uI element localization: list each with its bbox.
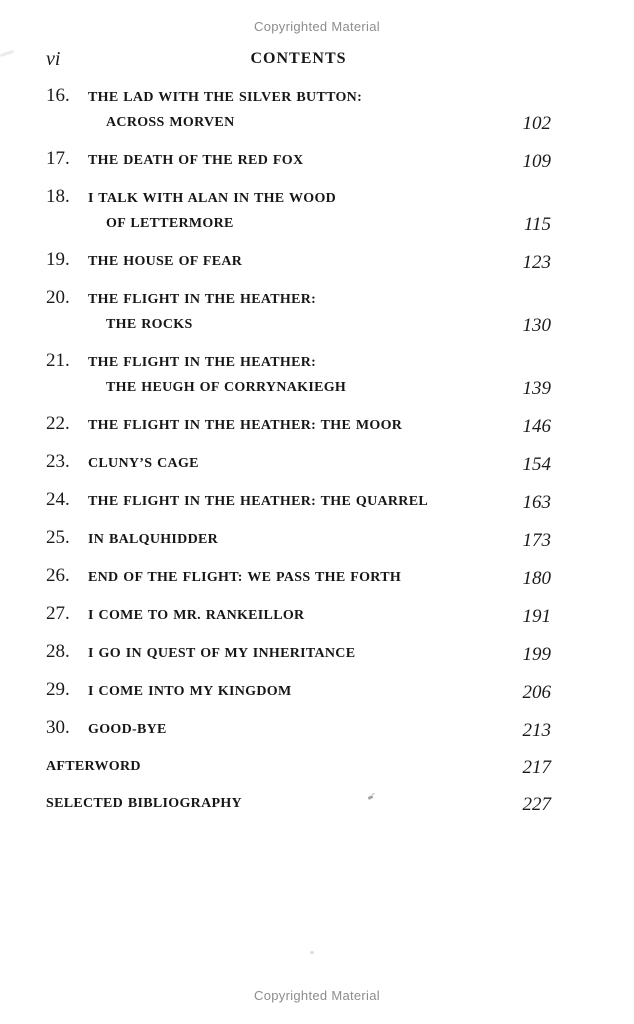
chapter-number: 22. xyxy=(46,413,70,434)
toc-entry-19 xyxy=(46,248,551,274)
chapter-title: I GO IN QUEST OF MY INHERITANCE xyxy=(88,646,356,661)
table-of-contents xyxy=(46,84,551,828)
page-number: 146 xyxy=(522,416,551,437)
chapter-title: CLUNY’S CAGE xyxy=(88,456,199,471)
chapter-number: 17. xyxy=(46,148,70,169)
chapter-title-continued: THE HEUGH OF CORRYNAKIEGH xyxy=(106,380,347,395)
page-number: 115 xyxy=(523,214,551,235)
chapter-title: I COME INTO MY KINGDOM xyxy=(88,684,292,699)
page-header xyxy=(46,48,551,72)
page-number: 139 xyxy=(522,378,551,399)
chapter-number: 18. xyxy=(46,186,70,207)
chapter-number: 20. xyxy=(46,287,70,308)
chapter-number: 21. xyxy=(46,350,70,371)
chapter-number: 24. xyxy=(46,489,70,510)
scan-artifact-edge-smudge xyxy=(0,50,14,57)
folio-page-number: vi xyxy=(46,48,61,70)
section-title: AFTERWORD xyxy=(46,759,141,774)
chapter-number: 19. xyxy=(46,249,70,270)
toc-entry-28 xyxy=(46,640,551,666)
page-number: 227 xyxy=(522,794,551,815)
chapter-number: 25. xyxy=(46,527,70,548)
toc-entry-22 xyxy=(46,412,551,438)
page-number: 154 xyxy=(522,454,551,475)
chapter-number: 27. xyxy=(46,603,70,624)
chapter-number: 30. xyxy=(46,717,70,738)
chapter-title: THE FLIGHT IN THE HEATHER: THE QUARREL xyxy=(88,494,428,509)
toc-entry-24 xyxy=(46,488,551,514)
chapter-title: THE DEATH OF THE RED FOX xyxy=(88,153,304,168)
chapter-title: IN BALQUHIDDER xyxy=(88,532,219,547)
toc-entry-27 xyxy=(46,602,551,628)
chapter-number: 28. xyxy=(46,641,70,662)
chapter-title: I COME TO MR. RANKEILLOR xyxy=(88,608,305,623)
page-number: 130 xyxy=(522,315,551,336)
toc-entry-16 xyxy=(46,84,551,135)
toc-entry-23 xyxy=(46,450,551,476)
toc-entry-17 xyxy=(46,147,551,173)
page-number: 102 xyxy=(522,113,551,134)
page-number: 199 xyxy=(522,644,551,665)
chapter-title: END OF THE FLIGHT: WE PASS THE FORTH xyxy=(88,570,402,585)
toc-entry-afterword xyxy=(46,754,551,779)
page-number: 213 xyxy=(522,720,551,741)
page-number: 173 xyxy=(522,530,551,551)
scan-artifact-dot xyxy=(310,951,314,954)
toc-entry-25 xyxy=(46,526,551,552)
toc-entry-18 xyxy=(46,185,551,236)
chapter-title-continued: ACROSS MORVEN xyxy=(106,115,235,130)
chapter-number: 23. xyxy=(46,451,70,472)
copyright-watermark-top: Copyrighted Material xyxy=(254,19,380,34)
chapter-title: THE FLIGHT IN THE HEATHER: THE MOOR xyxy=(88,418,403,433)
toc-entry-26 xyxy=(46,564,551,590)
page-number: 163 xyxy=(522,492,551,513)
chapter-number: 16. xyxy=(46,85,70,106)
chapter-title-continued: OF LETTERMORE xyxy=(106,216,234,231)
chapter-number: 29. xyxy=(46,679,70,700)
chapter-title: THE HOUSE OF FEAR xyxy=(88,254,243,269)
page-number: 217 xyxy=(522,757,551,778)
section-title: SELECTED BIBLIOGRAPHY xyxy=(46,796,242,811)
chapter-title: THE LAD WITH THE SILVER BUTTON: xyxy=(88,90,363,105)
page-number: 206 xyxy=(522,682,551,703)
page-number: 191 xyxy=(522,606,551,627)
toc-entry-30 xyxy=(46,716,551,742)
chapter-title: THE FLIGHT IN THE HEATHER: xyxy=(88,355,317,370)
chapter-number: 26. xyxy=(46,565,70,586)
page-number: 109 xyxy=(522,151,551,172)
contents-heading: CONTENTS xyxy=(250,50,347,67)
copyright-watermark-bottom: Copyrighted Material xyxy=(254,988,380,1003)
toc-entry-selected-bibliography xyxy=(46,791,551,816)
page-number: 180 xyxy=(522,568,551,589)
chapter-title: THE FLIGHT IN THE HEATHER: xyxy=(88,292,317,307)
page-number: 123 xyxy=(522,252,551,273)
toc-entry-29 xyxy=(46,678,551,704)
chapter-title: GOOD-BYE xyxy=(88,722,167,737)
toc-entry-20 xyxy=(46,286,551,337)
chapter-title: I TALK WITH ALAN IN THE WOOD xyxy=(88,191,337,206)
toc-entry-21 xyxy=(46,349,551,400)
chapter-title-continued: THE ROCKS xyxy=(106,317,193,332)
